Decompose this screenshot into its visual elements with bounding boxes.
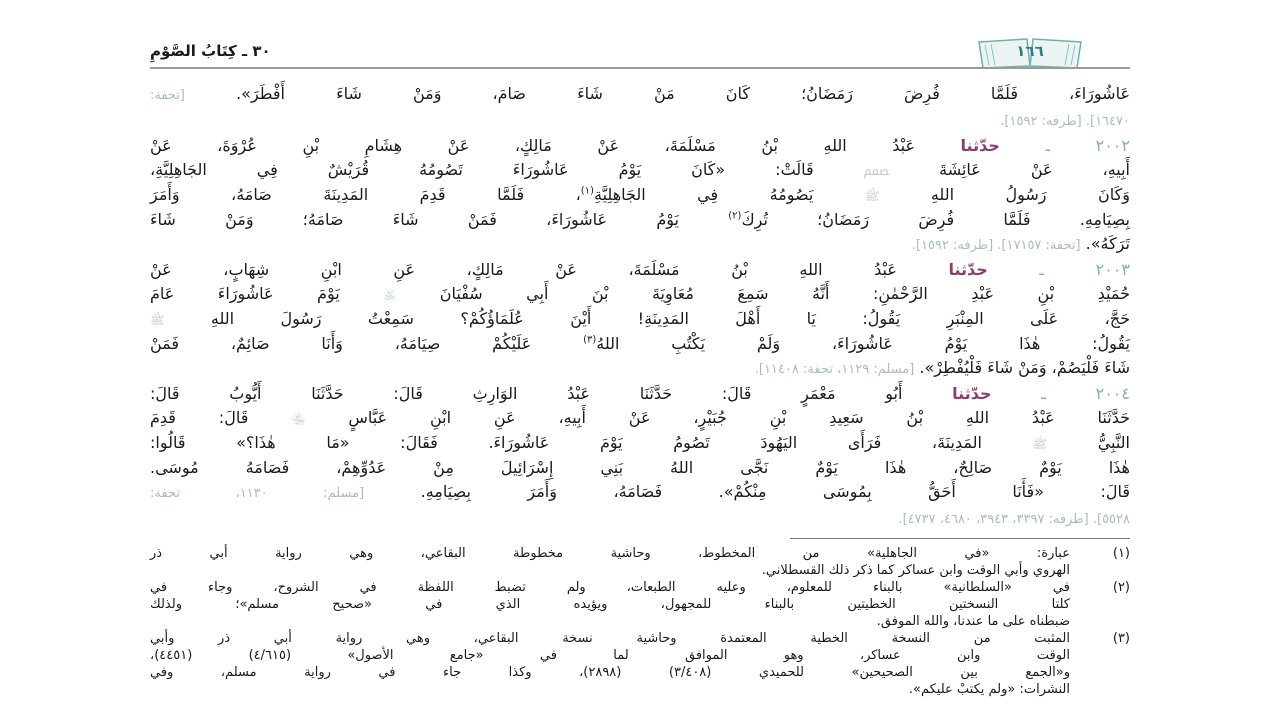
text-segment: يَقُولُ: هٰذَا يَوْمُ عَاشُورَاءَ، وَلَمْ يَكْتُبِ اللهُ: [596, 334, 1130, 353]
footnote-line: كلتا النسختين الخطيتين بالبناء للمجهول، ويؤيده الذي في «صحيح مسلم»؛ ولذلك: [150, 597, 1070, 612]
footnote-number: (٣): [1112, 631, 1130, 646]
text-segment: حَدَّثَنَا عَبْدُ اللهِ بْنُ سَعِيدِ بْنِ جُبَيْرٍ، عَنْ أَبِيهِ، عَنِ ابْنِ عَبَّاسٍ: [305, 408, 1130, 427]
text-segment: هٰذَا يَوْمٌ صَالِحٌ، هٰذَا يَوْمٌ نَجَّى اللهُ بَنِي إِسْرَائِيلَ مِنْ عَدُوِّهِمْ، فَصَامَهُ مُوسَى.: [150, 458, 1130, 477]
footnote-line: الهروي وأبي الوقت وابن عساكر كما ذكر ذلك القسطلاني.: [761, 563, 1070, 578]
honorific-glyph: ﵄: [291, 412, 306, 426]
footnotes: [150, 545, 1130, 698]
text-line: [150, 232, 1130, 258]
text-segment: عَلَيْكُمْ صِيَامَهُ، وَأَنَا صَائِمٌ، فَمَنْ: [150, 334, 584, 353]
page-body: [150, 82, 1130, 698]
footnote: [150, 630, 1130, 698]
text-line: [150, 208, 1130, 232]
text-line: [150, 382, 1130, 406]
text-segment: عَبْدُ اللهِ بْنُ مَسْلَمَةَ، عَنْ مَالِكٍ، عَنِ ابْنِ شِهَابٍ، عَنْ: [150, 260, 949, 279]
footnote-marker: (٢): [728, 210, 742, 222]
text-segment: تَرَكَهُ».: [1080, 234, 1130, 253]
footnote-body: [150, 579, 1070, 630]
narration-keyword: حدّثنا: [960, 136, 1000, 155]
text-segment: حُمَيْدِ بْنِ عَبْدِ الرَّحْمٰنِ: أَنَّهُ سَمِعَ مُعَاوِيَةَ بْنَ أَبِي سُفْيَانَ: [396, 284, 1130, 303]
reference-citation: ٥٥٢٨]. [طرفه: ٣٣٩٧، ٣٩٤٣، ٤٦٨٠، ٤٧٣٧].: [898, 512, 1130, 527]
page-number-badge: [975, 36, 1085, 70]
text-segment: يَصُومُهُ فِي الجَاهِلِيَّةِ: [593, 185, 865, 204]
text-segment: قَالَ: قَدِمَ: [150, 408, 292, 427]
footnote-line: و«الجمع بين الصحيحين» للحميدي (٣/٤٠٨) (٢٨٩٨)، وكذا جاء في رواية مسلم، وفي: [150, 665, 1071, 680]
text-segment: شَاءَ فَلْيَصُمْ، وَمَنْ شَاءَ فَلْيُفْطِرْ».: [914, 358, 1130, 377]
footnote-body: [150, 545, 1070, 579]
footnote-body: [150, 630, 1070, 698]
hadith-number: ٢٠٠٤ ـ: [991, 384, 1131, 403]
text-segment: المَدِينَةَ، فَرَأَى اليَهُودَ تَصُومُ يَوْمَ عَاشُورَاءَ. فَقَالَ: «مَا هٰذَا؟» قَالُوا:: [150, 433, 1033, 452]
reference-citation: [مسلم: ١١٢٩، تحفة: ١١٤٠٨].: [754, 362, 915, 377]
text-segment: حَجَّ، عَلَى المِنْبَرِ يَقُولُ: يَا أَهْلَ المَدِينَةِ! أَيْنَ عُلَمَاؤُكُمْ؟ سَمِعْتُ رَسُولَ اللهِ: [164, 309, 1130, 328]
hadith-number: ٢٠٠٢ ـ: [999, 136, 1131, 155]
text-line: [150, 282, 1130, 307]
text-segment: عَاشُورَاءَ، فَلَمَّا فُرِضَ رَمَضَانُ؛ كَانَ مَنْ شَاءَ صَامَ، وَمَنْ شَاءَ أَفْطَرَ».: [185, 84, 1130, 103]
footnote-number: (٢): [1112, 580, 1130, 595]
text-line: [150, 134, 1130, 158]
text-line: [150, 258, 1130, 282]
text-segment: قَالَتْ: «كَانَ يَوْمُ عَاشُورَاءَ تَصُومُهُ قُرَيْشٌ فِي الجَاهِلِيَّةِ،: [150, 160, 864, 179]
header-rule: [150, 67, 1130, 69]
narration-keyword: حدّثنا: [948, 260, 988, 279]
footnote-line: في «السلطانية» بالبناء للمعلوم، وعليه الطبعات، ولم تضبط اللفظة في الشروح، وجاء في: [150, 580, 1070, 595]
footnote: [150, 545, 1130, 579]
footnote-line: الوقت وابن عساكر، وهو الموافق لما في «جامع الأصول» (٤/٦١٥) (٤٤٥١)،: [150, 648, 1070, 663]
text-line: [150, 82, 1130, 108]
text-line: [150, 158, 1130, 183]
text-line: [150, 356, 1130, 382]
footnote-number: (١): [1112, 546, 1130, 561]
text-line: [150, 480, 1130, 506]
text-line: [150, 456, 1130, 480]
footnote: [150, 579, 1130, 630]
footnote-marker: (١): [580, 185, 594, 197]
hadith-number: ٢٠٠٣ ـ: [987, 260, 1131, 279]
text-line: [150, 332, 1130, 356]
text-segment: قَالَ: «فَأَنَا أَحَقُّ بِمُوسَى مِنْكُمْ». فَصَامَهُ، وَأَمَرَ بِصِيَامِهِ.: [364, 482, 1131, 501]
footnote-line: المثبت من النسخة الخطية المعتمدة وحاشية نسخة البقاعي، وهي رواية أبي ذر وأبي: [150, 631, 1070, 646]
reference-citation: [تحفة: ١٧١٥٧]. [طرفه: ١٥٩٢].: [911, 238, 1081, 253]
reference-citation: [مسلم: ١١٣٠، تحفة:: [150, 486, 365, 501]
footnote-separator: [790, 538, 1130, 539]
text-segment: النَّبِيُّ: [1047, 433, 1131, 452]
text-segment: عَبْدُ اللهِ بْنُ مَسْلَمَةَ، عَنْ مَالِكٍ، عَنْ هِشَامِ بْنِ عُرْوَةَ، عَنْ: [150, 136, 961, 155]
text-segment: أَبُو مَعْمَرٍ قَالَ: حَدَّثَنَا عَبْدُ الوَارِثِ قَالَ: حَدَّثَنَا أَيُّوبُ قَالَ:: [150, 384, 953, 403]
chapter-title: ٣٠ ـ كِتَابُ الصَّوْمِ: [150, 42, 271, 60]
honorific-glyph: ﷺ: [864, 189, 880, 203]
reference-citation: [تحفة:: [150, 88, 186, 103]
footnote-line: ضبطناه على ما عندنا، والله الموفق.: [876, 614, 1070, 629]
honorific-glyph: ﷺ: [150, 313, 165, 327]
text-segment: أَبِيهِ، عَنْ عَائِشَةَ: [889, 160, 1131, 179]
text-line: [150, 406, 1130, 431]
text-segment: وَكَانَ رَسُولُ اللهِ: [879, 185, 1130, 204]
text-line: [150, 307, 1130, 332]
text-line: [150, 431, 1130, 456]
honorific-glyph: ﵁: [383, 288, 397, 302]
text-segment: يَوْمُ عَاشُورَاءَ، فَمَنْ شَاءَ صَامَهُ؛ وَمَنْ شَاءَ: [150, 210, 729, 229]
text-segment: يَوْمَ عَاشُورَاءَ عَامَ: [150, 284, 384, 303]
main-text: [150, 82, 1130, 532]
page-number: ١٦٦: [1016, 42, 1044, 60]
footnote-line: النشرات: «ولم يكتبْ عليكم».: [908, 682, 1070, 697]
honorific-glyph: ﷺ: [1032, 437, 1048, 451]
footnote-line: عبارة: «في الجاهلية» من المخطوط، وحاشية مخطوطة البقاعي، وهي رواية أبي ذر: [150, 546, 1070, 561]
text-segment: ، فَلَمَّا قَدِمَ المَدِينَةَ صَامَهُ، وَأَمَرَ: [150, 185, 581, 204]
narration-keyword: حدّثنا: [952, 384, 992, 403]
text-line: [150, 506, 1130, 532]
text-line: [150, 108, 1130, 134]
text-segment: بِصِيَامِهِ. فَلَمَّا فُرِضَ رَمَضَانُ؛ تُرِكَ: [741, 210, 1130, 229]
text-line: [150, 183, 1130, 208]
reference-citation: ١٦٤٧٠]. [طرفه: ١٥٩٢].: [1000, 114, 1130, 129]
footnote-marker: (٣): [583, 334, 597, 346]
honorific-glyph: ﵦ: [863, 164, 890, 178]
